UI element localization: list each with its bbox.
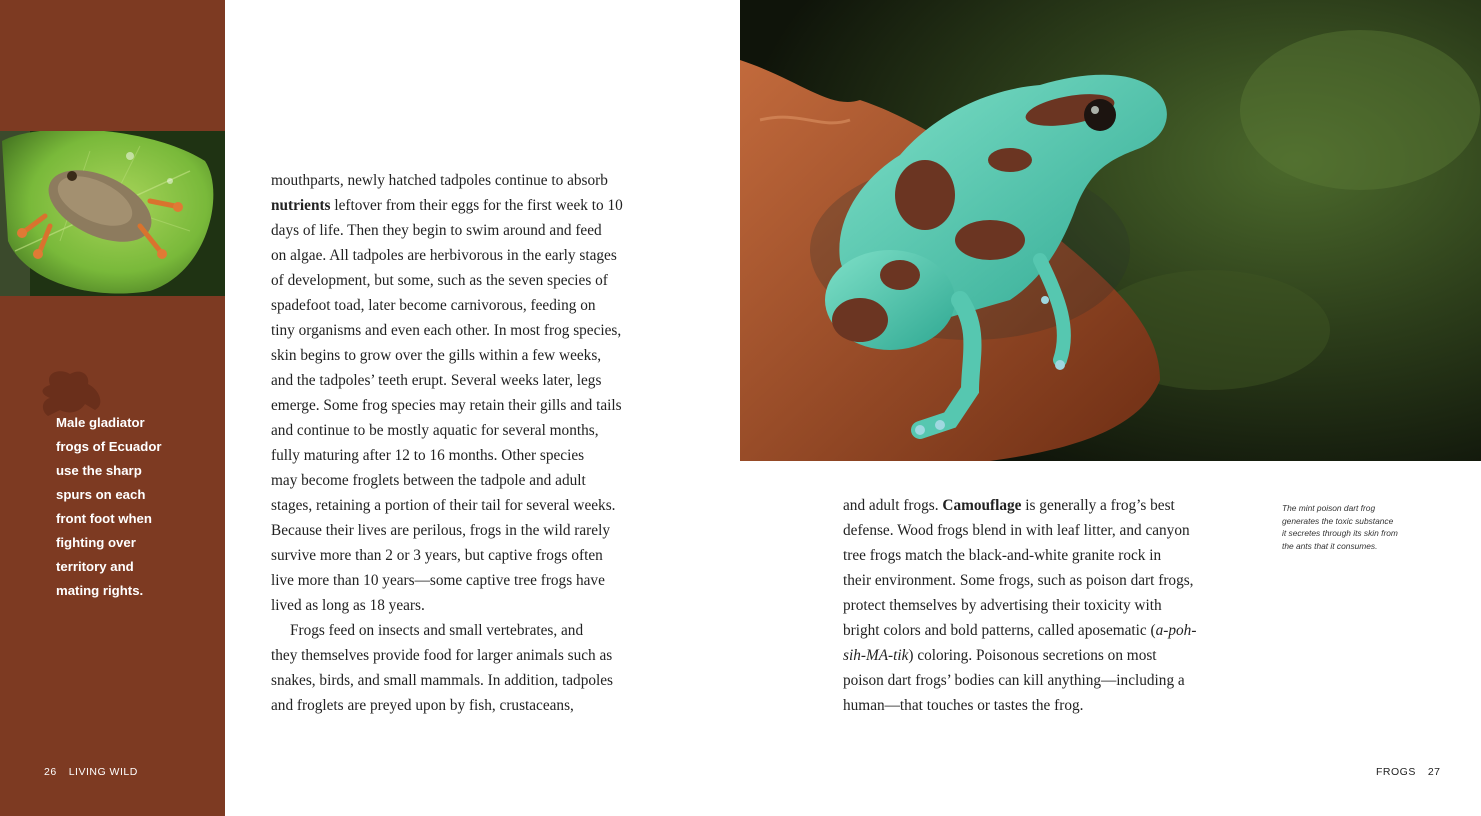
- right-folio: [1376, 766, 1441, 778]
- text-line: survive more than 2 or 3 years, but captive frogs often: [271, 547, 603, 564]
- text-line: and the tadpoles’ teeth erupt. Several weeks later, legs: [271, 372, 602, 389]
- text-line: defense. Wood frogs blend in with leaf litter, and canyon: [843, 522, 1190, 539]
- text-line: emerge. Some frog species may retain their gills and tails: [271, 397, 622, 414]
- sidebar-caption-line: frogs of Ecuador: [56, 439, 162, 454]
- poison-dart-frog-photo: [740, 0, 1481, 461]
- text-line: days of life. Then they begin to swim around and feed: [271, 222, 602, 239]
- text-line: bright colors and bold patterns, called aposematic (a-poh-: [843, 622, 1197, 639]
- text-line: Because their lives are perilous, frogs in the wild rarely: [271, 522, 610, 539]
- text-line: of development, but some, such as the seven species of: [271, 272, 608, 289]
- text-line: they themselves provide food for larger animals such as: [271, 647, 613, 664]
- text-line: and froglets are preyed upon by fish, crustaceans,: [271, 697, 574, 714]
- left-body-text: [271, 168, 651, 718]
- sidebar-caption: [56, 411, 216, 603]
- text-line: live more than 10 years—some captive tree frogs have: [271, 572, 605, 589]
- photo-caption: [1282, 502, 1432, 552]
- sidebar-caption-line: mating rights.: [56, 583, 144, 598]
- photo-caption-line: it secretes through its skin from: [1282, 528, 1398, 538]
- text-line: and continue to be mostly aquatic for several months,: [271, 422, 599, 439]
- text-line: tiny organisms and even each other. In most frog species,: [271, 322, 622, 339]
- sidebar-caption-line: fighting over: [56, 535, 136, 550]
- text-line: skin begins to grow over the gills within a few weeks,: [271, 347, 602, 364]
- text-line: tree frogs match the black-and-white granite rock in: [843, 547, 1162, 564]
- running-head: LIVING WILD: [68, 766, 138, 778]
- text-line: fully maturing after 12 to 16 months. Other species: [271, 447, 585, 464]
- text-line: their environment. Some frogs, such as poison dart frogs,: [843, 572, 1194, 589]
- sidebar-caption-line: front foot when: [56, 511, 152, 526]
- sidebar-panel: [0, 0, 225, 816]
- text-line: and adult frogs. Camouflage is generally a frog’s best: [843, 497, 1175, 514]
- text-line: snakes, birds, and small mammals. In addition, tadpoles: [271, 672, 613, 689]
- sidebar-caption-line: territory and: [56, 559, 134, 574]
- text-line: spadefoot toad, later become carnivorous, feeding on: [271, 297, 596, 314]
- text-line: protect themselves by advertising their toxicity with: [843, 597, 1162, 614]
- gladiator-frog-photo: [0, 131, 225, 296]
- pronunciation: sih-MA-tik: [843, 647, 909, 664]
- text-line: poison dart frogs’ bodies can kill anything—including a: [843, 672, 1185, 689]
- photo-caption-line: generates the toxic substance: [1282, 515, 1394, 526]
- glossary-term: Camouflage: [942, 497, 1022, 514]
- page-number-right: 27: [1427, 766, 1441, 778]
- photo-caption-line: The mint poison dart frog: [1282, 503, 1376, 513]
- text-line: lived as long as 18 years.: [271, 597, 425, 614]
- text-line: may become froglets between the tadpole and adult: [271, 472, 586, 489]
- sidebar-caption-line: Male gladiator: [56, 415, 145, 430]
- text-line: sih-MA-tik) coloring. Poisonous secretions on most: [843, 647, 1157, 664]
- text-line: on algae. All tadpoles are herbivorous in the early stages: [271, 247, 617, 264]
- photo-caption-line: the ants that it consumes.: [1282, 540, 1378, 551]
- pronunciation: a-poh-: [1155, 622, 1197, 639]
- page-number: 26: [44, 766, 57, 778]
- text-line: stages, retaining a portion of their tail for several weeks.: [271, 497, 616, 514]
- left-folio: [44, 766, 138, 778]
- text-line: nutrients leftover from their eggs for the first week to 10: [271, 197, 623, 214]
- sidebar-caption-line: use the sharp: [56, 463, 142, 478]
- text-line: human—that touches or tastes the frog.: [843, 697, 1084, 714]
- sidebar-caption-line: spurs on each: [56, 487, 146, 502]
- text-line: mouthparts, newly hatched tadpoles continue to absorb: [271, 172, 608, 189]
- text-line: Frogs feed on insects and small vertebrates, and: [290, 622, 584, 639]
- running-head-right: FROGS: [1376, 766, 1416, 778]
- glossary-term: nutrients: [271, 197, 331, 214]
- right-body-text: [843, 493, 1223, 718]
